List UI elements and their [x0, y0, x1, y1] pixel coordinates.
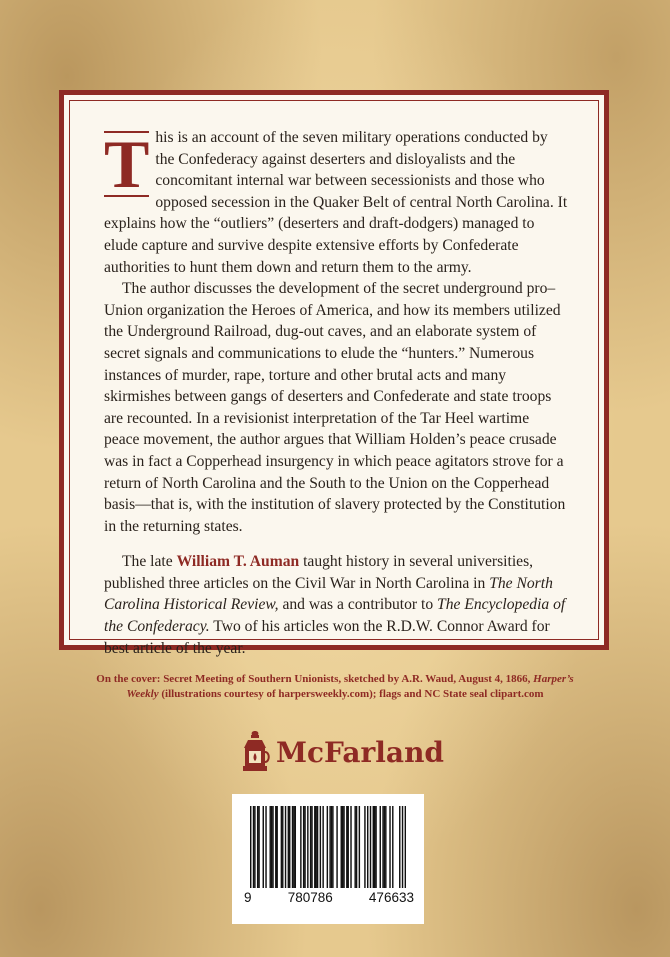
- credit-text-1: On the cover: Secret Meeting of Southern Unionists, sketched by A.R. Waud, August 4, 1866,: [96, 673, 534, 685]
- barcode-bar: [257, 806, 258, 888]
- barcode-bar: [350, 806, 351, 888]
- barcode-bar: [370, 806, 371, 888]
- barcode-bar: [385, 806, 386, 888]
- barcode-bar: [272, 806, 273, 888]
- barcode-bar: [281, 806, 282, 888]
- barcode-bar: [254, 806, 255, 888]
- barcode-bar: [405, 806, 406, 888]
- barcode-bar: [327, 806, 328, 888]
- barcode-bar: [364, 806, 365, 888]
- bio-text-3: Two of his articles won the R.D.W. Connor Award for best article of the year.: [104, 618, 550, 657]
- barcode-bar: [329, 806, 330, 888]
- barcode-bar: [314, 806, 315, 888]
- drop-cap: T: [104, 126, 150, 202]
- barcode-digits: [244, 890, 414, 905]
- barcode-bar: [320, 806, 321, 888]
- description-text: [104, 127, 568, 659]
- barcode-bar: [399, 806, 400, 888]
- paragraph-author-bio: [104, 551, 568, 659]
- bio-prefix: The late: [122, 553, 177, 571]
- barcode-bar: [331, 806, 332, 888]
- barcode-bar: [293, 806, 294, 888]
- barcode-bar: [263, 806, 264, 888]
- barcode-bar: [374, 806, 375, 888]
- cover-credit: [92, 672, 578, 702]
- barcode-bar: [282, 806, 283, 888]
- barcode-bar: [292, 806, 293, 888]
- barcode-bar: [315, 806, 316, 888]
- barcode-bar: [348, 806, 349, 888]
- barcode-bar: [346, 806, 347, 888]
- barcode-bars: [250, 806, 406, 890]
- barcode-bar: [342, 806, 343, 888]
- barcode-bar: [380, 806, 381, 888]
- description-panel: [59, 90, 609, 657]
- barcode-digit-group: 476633: [368, 890, 414, 905]
- journal-title-2: The Encyclopedia of the Confederacy.: [104, 596, 566, 636]
- barcode-bar: [275, 806, 276, 888]
- barcode-bar: [265, 806, 266, 888]
- publisher-name: McFarland: [276, 735, 444, 769]
- isbn-barcode: [232, 794, 424, 924]
- barcode-bar: [303, 806, 304, 888]
- publisher-logo: [240, 730, 444, 774]
- barcode-bar: [317, 806, 318, 888]
- bio-text-2: and was a contributor to: [278, 596, 438, 614]
- barcode-bar: [271, 806, 272, 888]
- barcode-bar: [307, 806, 308, 888]
- barcode-bar: [253, 806, 254, 888]
- barcode-bar: [341, 806, 342, 888]
- barcode-bar: [276, 806, 277, 888]
- barcode-bar: [402, 806, 403, 888]
- barcode-bar: [295, 806, 296, 888]
- barcode-digit-group: 780786: [287, 890, 333, 905]
- barcode-bar: [310, 806, 311, 888]
- barcode-bar: [389, 806, 390, 888]
- barcode-bar: [343, 806, 344, 888]
- barcode-bar: [336, 806, 337, 888]
- barcode-bar: [375, 806, 376, 888]
- barcode-bar: [270, 806, 271, 888]
- barcode-bar: [382, 806, 383, 888]
- barcode-bar: [258, 806, 259, 888]
- barcode-bar: [356, 806, 357, 888]
- lantern-logo-icon: [240, 730, 270, 774]
- barcode-bar: [384, 806, 385, 888]
- paragraph-author-argument: The author discusses the development of the secret underground pro–Union organization the Heroes of America, and how its members utilized the Underground Railroad, dug-out caves, and an elaborate system of secret signals and communications to elude the “hunters.” Numerous instances of murder, rape, torture and other brutal acts and many skirmishes between gangs of deserters and Confederate and state troops are recounted. In a revisionist interpretation of the Tar Heel wartime peace movement, the author argues that William Holden’s peace crusade was in fact a Copperhead insurgency in which peace agitators strove for a return of North Carolina and the South to the Union on the Copperhead basis—that is, with the institution of slavery protected by the Constitution in the returning states.: [104, 280, 566, 535]
- barcode-digit-group: 9: [244, 890, 252, 905]
- barcode-bar: [304, 806, 305, 888]
- barcode-bar: [373, 806, 374, 888]
- barcode-bar: [367, 806, 368, 888]
- barcode-bar: [285, 806, 286, 888]
- credit-text-2: (illustrations courtesy of harpersweekly.com); flags and NC State seal clipart.com: [158, 688, 544, 700]
- barcode-bar: [289, 806, 290, 888]
- credit-magazine: Harper’s Weekly: [126, 673, 574, 700]
- bio-text-1: taught history in several universities, published three articles on the Civil War in North Carolina in: [104, 553, 534, 592]
- barcode-bar: [332, 806, 333, 888]
- barcode-bar: [288, 806, 289, 888]
- paragraph-summary: [104, 127, 568, 278]
- summary-text: his is an account of the seven military operations conducted by the Confederacy against deserters and disloyalists and the concomitant internal war between secessionists and those who opposed secession in the Quaker Belt of central North Carolina. It explains how the “outliers” (deserters and draft-dodgers) managed to elude capture and survive despite extensive efforts by Confederate authorities to hunt them down and return them to the army.: [104, 129, 568, 276]
- barcode-bar: [311, 806, 312, 888]
- barcode-bar: [250, 806, 251, 888]
- barcode-bar: [300, 806, 301, 888]
- author-name: William T. Auman: [176, 553, 300, 571]
- barcode-bar: [392, 806, 393, 888]
- barcode-bar: [359, 806, 360, 888]
- barcode-bar: [354, 806, 355, 888]
- barcode-bar: [322, 806, 323, 888]
- journal-title-1: The North Carolina Historical Review,: [104, 574, 553, 614]
